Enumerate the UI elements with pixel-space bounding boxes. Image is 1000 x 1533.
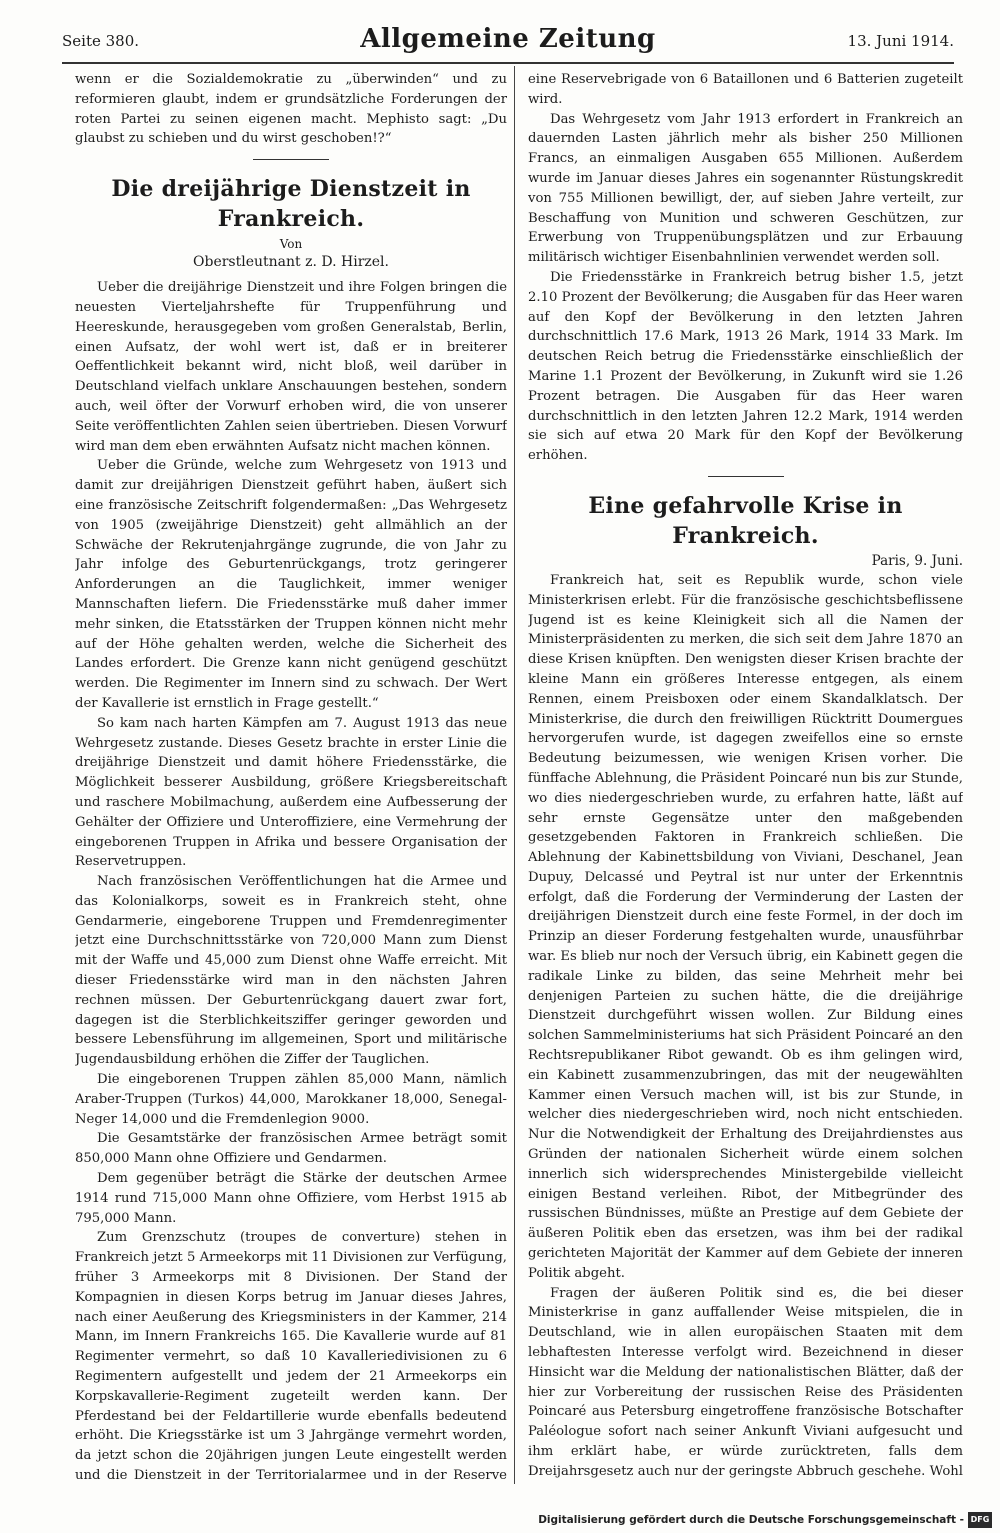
paragraph: Frankreich hat, seit es Republik wurde, schon viele Ministerkrisen erlebt. Für die französische geschichtsbeflissene Jugend ist es keine Kleinigkeit sich all die Namen der Ministerpräsidenten zu merken, die sich seit dem Jahre 1870 an diese Krisen knüpften. Den wenigsten dieser Krisen brachte der kleine Mann ein größeres Interesse entgegen, als einem Rennen, einem Preisboxen oder einem Skandalklatsch. Der Ministerkrise, die durch den freiwilligen Rücktritt Doumergues hervorgerufen wurde, ist dagegen zweifellos eine so ernste Bedeutung beizumessen, wie wenigen Krisen vorher. Die fünffache Ablehnung, die Präsident Poincaré nun bis zur Stunde, wo dies niedergeschrieben wurde, zu erfahren hatte, läßt auf sehr ernste Gegensätze unter den maßgebenden gesetzgebenden Faktoren in Frankreich schließen. Die Ablehnung der Kabinettsbildung von Viviani, Deschanel, Jean Dupuy, Delcassé und Peytral ist nur unter der Erkenntnis erfolgt, daß die Forderung der Verminderung der Lasten der dreijährigen Dienstzeit durch eine feste Formel, in der doch im Prinzip an dieser Forderung festgehalten wurde, unausführbar war. Es blieb nur noch der Versuch übrig, ein Kabinett gegen die radikale Linke zu bilden, das seine Mehrheit mehr bei denjenigen Parteien zu suchen hätte, die die dreijährige Dienstzeit durchgeführt wissen wollen. Zur Bildung eines solchen Sammelministeriums hat sich Präsident Poincaré an den Rechtsrepublikaner Ribot gewandt. Ob es ihm gelingen wird, ein Kabinett zusammenzubringen, das mit der neugewählten Kammer einen Versuch machen will, ist bis zur Stunde, in welcher dies niedergeschrieben wird, noch nicht entschieden. Nur die Notwendigkeit der Erhaltung des Dreijahrdienstes aus Gründen der nationalen Sicherheit würde einem solchen innerlich sich widersprechendes Ministergebilde vielleicht einigen Bestand verleihen. Ribot, der Mitbegründer des russischen Bündnisses, müßte an Prestige auf dem Gebiete der äußeren Politik eben das ersetzen, was ihm bei der radikal gerichteten Majorität der Kammer auf dem Gebiete der inneren Politik abgeht. xyxy=(528,572,963,1281)
paragraph: Ueber die dreijährige Dienstzeit und ihre Folgen bringen die neuesten Vierteljahrshefte für Truppenführung und Heereskunde, herausgegeben vom großen Generalstab, Berlin, einen Aufsatz, der wohl wert ist, daß er in breiterer Oeffentlichkeit bekannt wird, nicht bloß, weil darüber in Deutschland vielfach unklare Anschauungen bestehen, sondern auch, weil öfter der Vorwurf erhoben wird, die von unserer Seite veröffentlichten Zahlen seien übertrieben. Diesen Vorwurf wird man dem eben erwähnten Aufsatz nicht machen können. xyxy=(75,280,507,454)
article-title: Eine gefahrvolle Krise in Frankreich. xyxy=(588,492,903,549)
left-column xyxy=(75,70,507,1482)
paragraph: Fragen der äußeren Politik sind es, die bei dieser Ministerkrise in ganz auffallender Weise mitspielen, die in Deutschland, wie in allen europäischen Staaten mit dem lebhaftesten Interesse verfolgt wird. Bezeichnend in dieser Hinsicht war die Meldung der nationalistischen Blätter, daß der hier zur Vorbereitung der russischen Reise des Präsidenten Poincaré aus Petersburg eingetroffene französische Botschafter Paléologue sofort nach seiner Ankunft Viviani aufgesucht und ihm erklärt habe, er würde zurücktreten, falls dem Dreijahrsgesetz auch nur der geringste Abbruch geschehe. Wohl xyxy=(528,1285,963,1479)
footer-credit: Digitalisierung gefördert durch die Deutsche Forschungsgemeinschaft - xyxy=(538,1514,964,1526)
page-number: Seite 380. xyxy=(62,32,140,50)
continuation-text: eine Reservebrigade von 6 Bataillonen und 6 Batterien zugeteilt wird. xyxy=(528,72,963,107)
separator-rule xyxy=(708,476,784,477)
paragraph: Ueber die Gründe, welche zum Wehrgesetz von 1913 und damit zur dreijährigen Dienstzeit geführt haben, äußert sich eine französische Zeitschrift folgendermaßen: „Das Wehrgesetz von 1905 (zweijährige Dienstzeit) geht allmählich an der Schwäche der Rekrutenjahrgänge zugrunde, die von Jahr zu Jahr infolge des Geburtenrückgangs, trotz geringerer Anforderungen an die Tauglichkeit, immer weniger Mannschaften liefern. Die Friedensstärke muß daher immer mehr sinken, die Etatsstärken der Truppen können nicht mehr auf der Höhe gehalten werden, welche die Sicherheit des Landes erfordert. Die Grenze kann nicht genügend geschützt werden. Die Regimenter im Innern sind zu schwach. Der Wert der Kavallerie ist ernstlich in Frage gestellt.“ xyxy=(75,458,507,711)
paragraph: Die Gesamtstärke der französischen Armee beträgt somit 850,000 Mann ohne Offiziere und Gendarmen. xyxy=(75,1131,507,1167)
paragraph: Die eingeborenen Truppen zählen 85,000 Mann, nämlich Araber-Truppen (Turkos) 44,000, Marokkaner 18,000, Senegal-Neger 14,000 und die Fremdenlegion 9000. xyxy=(75,1072,507,1127)
issue-date: 13. Juni 1914. xyxy=(847,32,954,50)
dfg-logo-icon: DFG xyxy=(968,1512,992,1528)
masthead xyxy=(62,24,954,58)
paragraph: Zum Grenzschutz (troupes de converture) stehen in Frankreich jetzt 5 Armeekorps mit 11 Divisionen zur Verfügung, früher 3 Armeekorps mit 8 Divisionen. Der Stand der Kompagnien in diesen Korps betrug im Januar dieses Jahres, nach einer Aeußerung des Kriegsministers in der Kammer, 214 Mann, im Innern Frankreichs 165. Die Kavallerie wurde auf 81 Regimenter vermehrt, so daß 10 Kavalleriedivisionen zu 6 Regimentern aufgestellt und jedem der 21 Armeekorps ein Korpskavallerie-Regiment zugeteilt werden kann. Der Pferdestand bei der Feldartillerie wurde ebenfalls bedeutend erhöht. Die Kriegsstärke ist um 3 Jahrgänge vermehrt worden, da jetzt schon die 20jährigen jungen Leute eingestellt werden und die Dienstzeit in der Territorialarmee und in der Reserve xyxy=(75,1230,507,1482)
paragraph: So kam nach harten Kämpfen am 7. August 1913 das neue Wehrgesetz zustande. Dieses Gesetz brachte in erster Linie die dreijährige Dienstzeit und damit höhere Friedensstärke, die Möglichkeit besserer Ausbildung, größere Kriegsbereitschaft und raschere Mobilmachung, außerdem eine Aufbesserung der Gehälter der Offiziere und Unteroffiziere, eine Vermehrung der eingeborenen Truppen in Afrika und bessere Organisation der Reservetruppen. xyxy=(75,715,507,870)
continuation-text: wenn er die Sozialdemokratie zu „überwinden“ und zu reformieren glaubt, indem er grundsätzliche Forderungen der roten Partei zu seinen eigenen macht. Mephisto sagt: „Du glaubst zu schieben und du wirst geschoben!?“ xyxy=(75,72,507,147)
paragraph: Die Friedensstärke in Frankreich betrug bisher 1.5, jetzt 2.10 Prozent der Bevölkerung; die Ausgaben für das Heer waren auf den Kopf der Bevölkerung in den letzten Jahren durchschnittlich 17.6 Mark, 1913 26 Mark, 1914 33 Mark. Im deutschen Reich betrug die Friedensstärke einschließlich der Marine 1.1 Prozent der Bevölkerung, in Zukunft wird sie 1.26 Prozent betragen. Die Ausgaben für das Heer waren durchschnittlich in den letzten Jahren 12.2 Mark, 1914 werden sie sich auf etwa 20 Mark für den Kopf der Bevölkerung erhöhen. xyxy=(528,269,963,464)
article-author: Oberstleutnant z. D. Hirzel. xyxy=(193,254,389,271)
paragraph: Dem gegenüber beträgt die Stärke der deutschen Armee 1914 rund 715,000 Mann ohne Offiziere, vom Herbst 1915 ab 795,000 Mann. xyxy=(75,1171,507,1226)
paragraph: Nach französischen Veröffentlichungen hat die Armee und das Kolonialkorps, soweit es in Frankreich steht, ohne Gendarmerie, eingeborene Truppen und Fremdenregimenter jetzt eine Durchschnittsstärke von 720,000 Mann zum Dienst mit der Waffe und 45,000 zum Dienst ohne Waffe erreicht. Mit dieser Friedensstärke wird man in den nächsten Jahren rechnen müssen. Der Geburtenrückgang dauert zwar fort, dagegen ist die Sterblichkeitsziffer geringer geworden und bessere Lebensführung im allgemeinen, Sport und militärische Jugendausbildung erhöhen die Ziffer der Tauglichen. xyxy=(75,874,507,1068)
header-rule xyxy=(62,62,954,64)
newspaper-title: Allgemeine Zeitung xyxy=(360,24,656,54)
right-column xyxy=(528,70,963,1482)
article-title: Die dreijährige Dienstzeit in Frankreich. xyxy=(111,176,471,233)
byline-von: Von xyxy=(279,237,303,252)
paragraph: Das Wehrgesetz vom Jahr 1913 erfordert in Frankreich an dauernden Lasten jährlich mehr als bisher 250 Millionen Francs, an einmaligen Ausgaben 655 Millionen. Außerdem wurde im Januar dieses Jahres ein sogenannter Rüstungskredit von 755 Millionen bewilligt, der, auf sieben Jahre verteilt, zur Beschaffung von Munition und schweren Geschützen, zur Erwerbung von Truppenübungsplätzen und zur Erbauung militärisch wichtiger Eisenbahnlinien verwendet werden soll. xyxy=(528,111,963,266)
separator-rule xyxy=(253,159,329,160)
dateline: Paris, 9. Juni. xyxy=(871,552,963,569)
column-divider xyxy=(514,66,515,1484)
footer xyxy=(0,1498,1000,1533)
